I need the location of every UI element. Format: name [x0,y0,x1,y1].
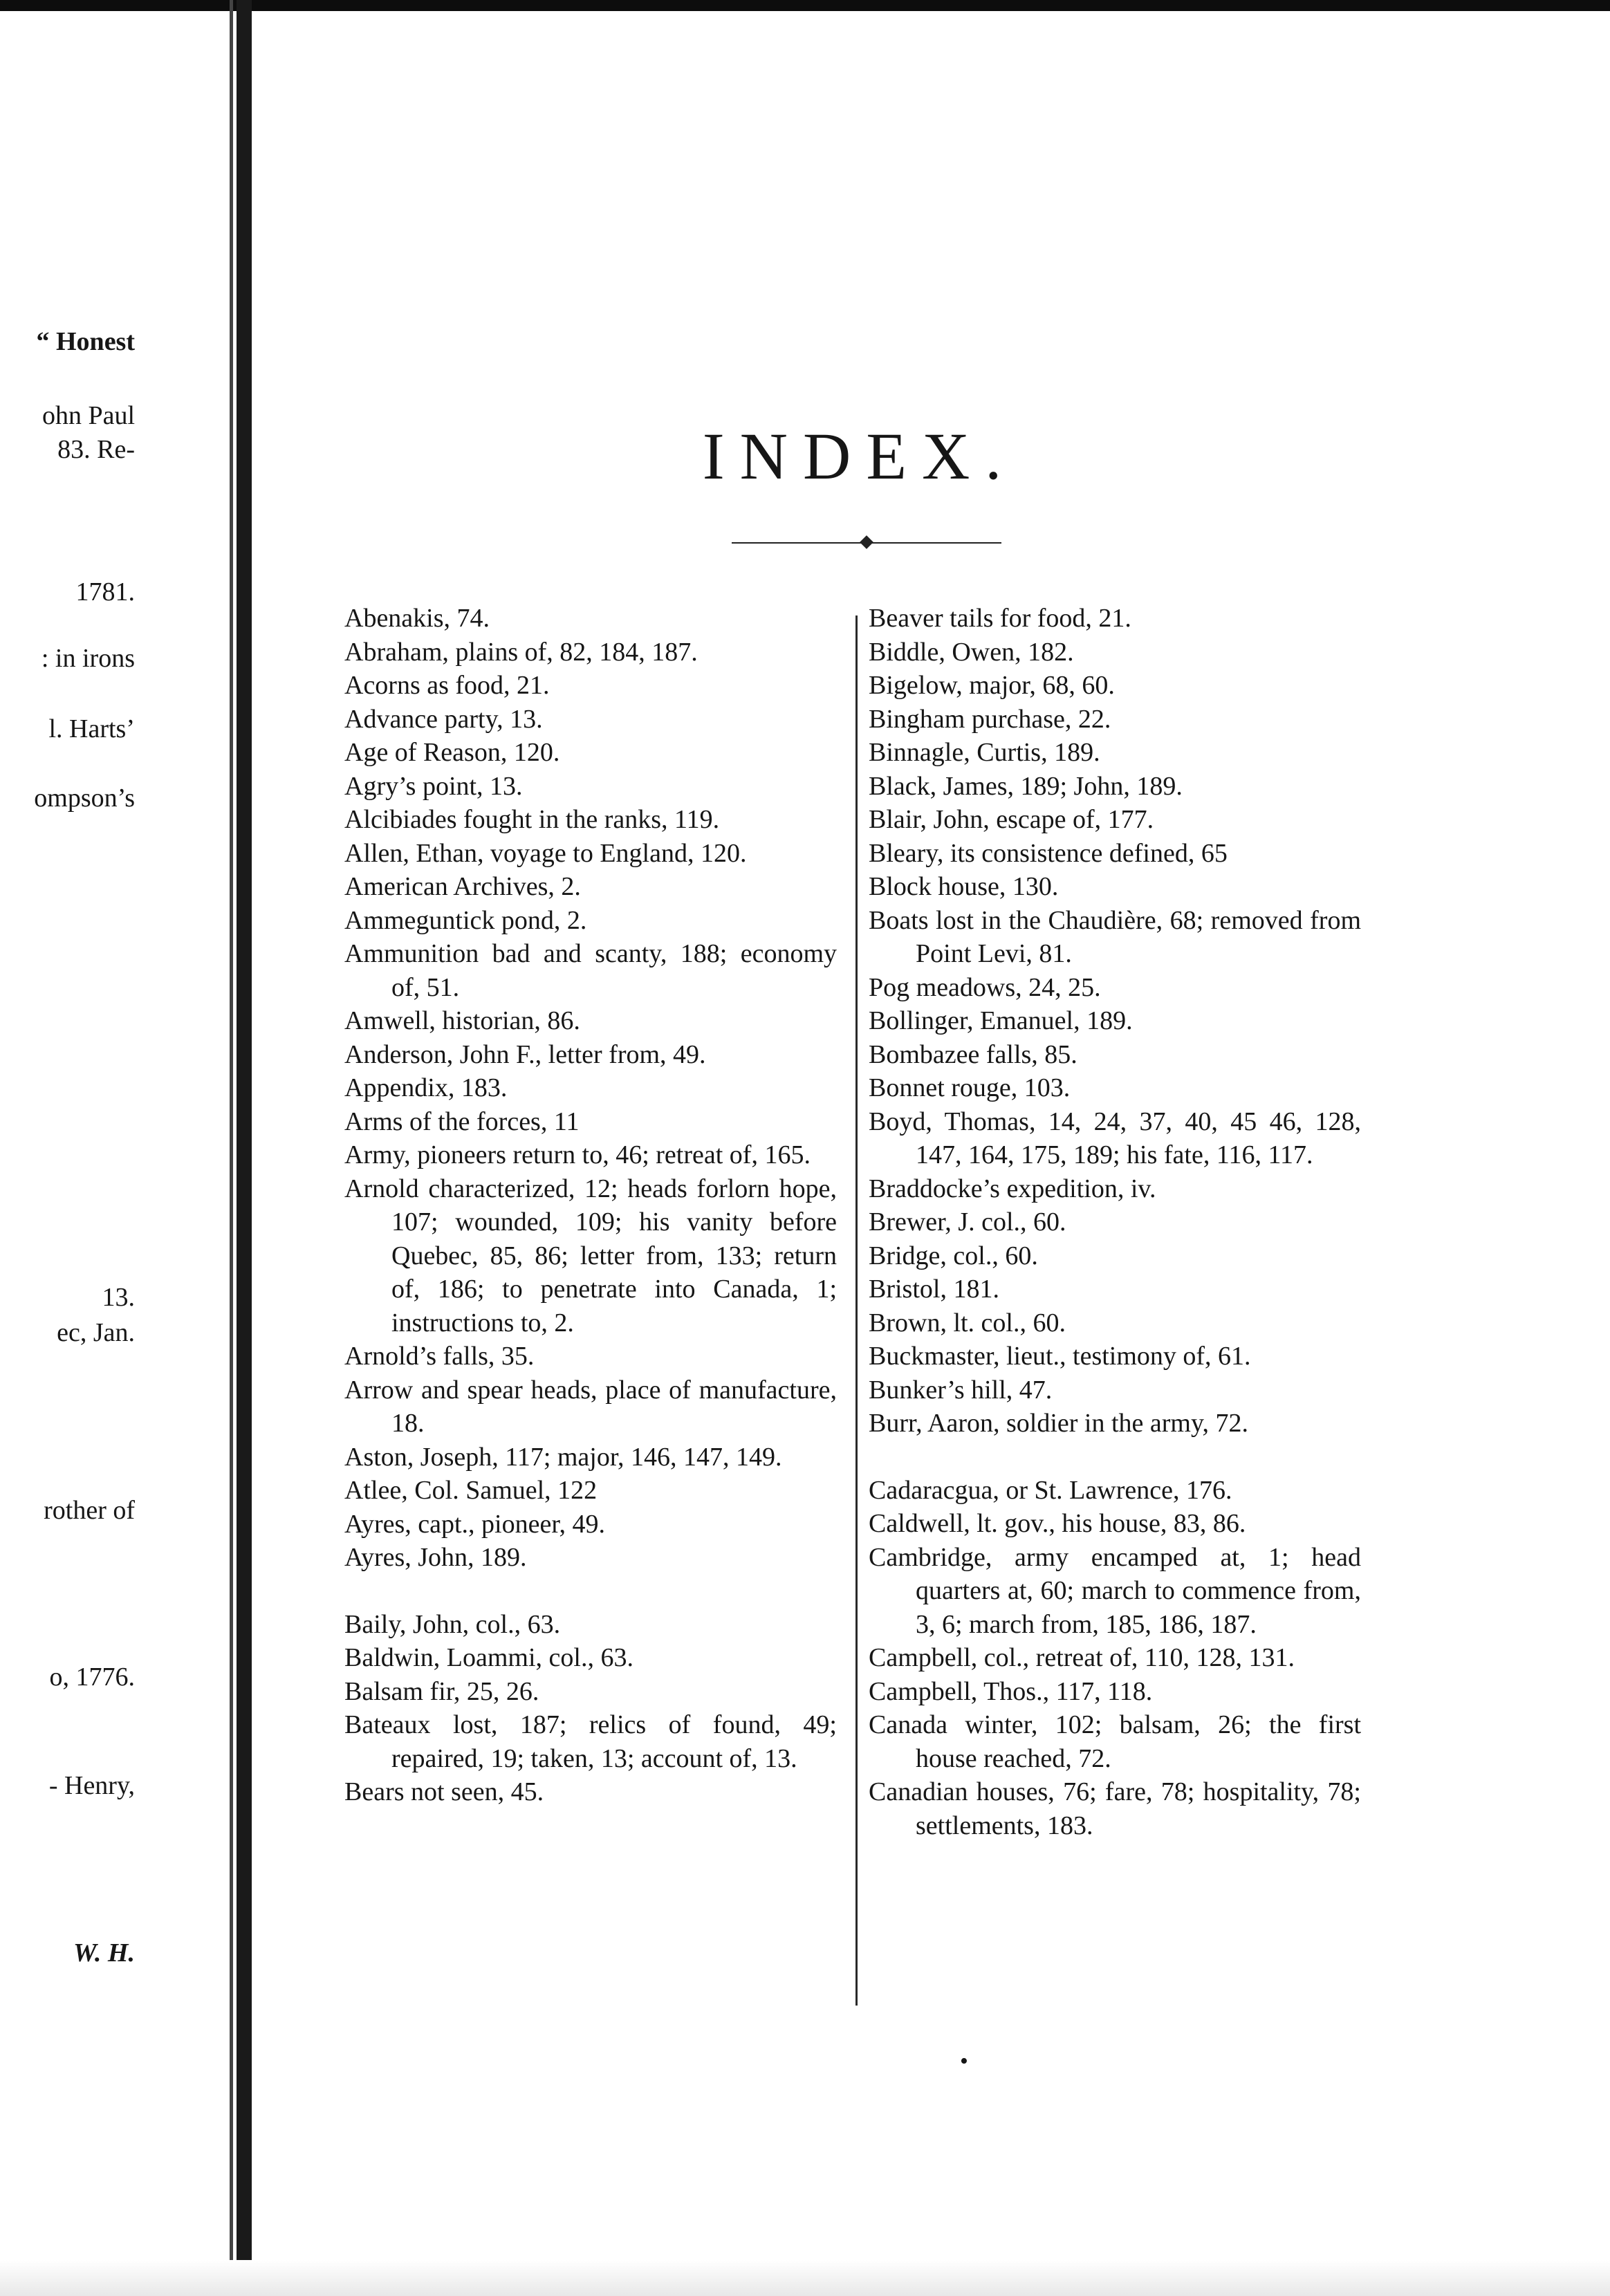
index-entry: Campbell, Thos., 117, 118. [869,1676,1153,1706]
index-entry: Brewer, J. col., 60. [869,1207,1066,1237]
index-entry: Bollinger, Emanuel, 189. [869,1006,1133,1035]
page-mark: • [960,2048,968,2074]
previous-page-fragment [0,325,225,1985]
index-entry: Ammeguntick pond, 2. [344,905,587,935]
prev-page-line: l. Harts’ [48,714,135,743]
prev-page-line: rother of [44,1496,135,1525]
index-entry: Agry’s point, 13. [344,771,523,801]
index-entry: Canadian houses, 76; fare, 78; hospitality, 78; settlements, 183. [869,1777,1361,1840]
index-entry: Binnagle, Curtis, 189. [869,738,1100,767]
index-entry: Cadaracgua, or St. Lawrence, 176. [869,1475,1232,1505]
prev-page-line: 1781. [75,577,135,607]
index-entry: Allen, Ethan, voyage to England, 120. [344,838,747,868]
index-entry: Cambridge, army encamped at, 1; head quarters at, 60; march to commence from, 3, 6; march from, 185, 186, 187. [869,1542,1361,1639]
index-entry: Boyd, Thomas, 14, 24, 37, 40, 45 46, 128, 147, 164, 175, 189; his fate, 116, 117. [869,1107,1361,1169]
index-entry: Aston, Joseph, 117; major, 146, 147, 149. [344,1442,782,1472]
prev-page-line: 83. Re- [57,435,135,464]
index-entry: Appendix, 183. [344,1073,508,1102]
index-entry: Canada winter, 102; balsam, 26; the first house reached, 72. [869,1710,1361,1773]
index-entry: Ayres, capt., pioneer, 49. [344,1509,605,1539]
index-entry: Amwell, historian, 86. [344,1006,580,1035]
prev-page-line: o, 1776. [49,1663,135,1692]
index-entry: Beaver tails for food, 21. [869,604,1131,633]
prev-page-line: 13. [102,1283,135,1312]
index-entry: Age of Reason, 120. [344,738,560,767]
index-entry: Bigelow, major, 68, 60. [869,671,1115,700]
ornament-diamond-icon [860,535,873,549]
title-ornament [732,539,1001,546]
index-entry: Bears not seen, 45. [344,1777,544,1806]
index-entry: Arrow and spear heads, place of manufacture, 18. [344,1375,837,1438]
index-column-right [869,602,1361,1842]
index-entry: Bombazee falls, 85. [869,1039,1077,1069]
column-divider [855,615,858,2006]
page-edge-line [230,0,233,2296]
prev-page-line: W. H. [73,1938,135,1968]
index-entry: Bleary, its consistence defined, 65 [869,838,1228,868]
index-entry: Burr, Aaron, soldier in the army, 72. [869,1409,1249,1438]
index-entry: Abraham, plains of, 82, 184, 187. [344,637,698,667]
index-entry: American Archives, 2. [344,872,581,901]
index-entry: Pog meadows, 24, 25. [869,972,1101,1002]
prev-page-line: : in irons [41,644,135,673]
index-entry: Black, James, 189; John, 189. [869,771,1183,801]
prev-page-line: ompson’s [34,784,135,813]
prev-page-line: - Henry, [48,1771,135,1800]
index-entry: Campbell, col., retreat of, 110, 128, 131. [869,1643,1295,1672]
index-entry: Block house, 130. [869,872,1059,901]
index-entry: Braddocke’s expedition, iv. [869,1174,1156,1203]
index-entry: Biddle, Owen, 182. [869,637,1074,667]
prev-page-line: ohn Paul [41,401,135,430]
index-entry: Baily, John, col., 63. [344,1609,561,1639]
prev-page-line: ec, Jan. [57,1318,135,1347]
index-entry: Blair, John, escape of, 177. [869,805,1154,834]
index-entry: Arnold characterized, 12; heads forlorn hope, 107; wounded, 109; his vanity before Quebec, 85, 86; letter from, 133; return of, 186; to penetrate into Canada, 1; instructions to, 2. [344,1174,837,1337]
index-entry: Bridge, col., 60. [869,1241,1038,1270]
index-entry: Atlee, Col. Samuel, 122 [344,1476,598,1505]
index-entry: Buckmaster, lieut., testimony of, 61. [869,1342,1251,1371]
index-entry: Bingham purchase, 22. [869,704,1111,734]
index-entry: Bateaux lost, 187; relics of found, 49; repaired, 19; taken, 13; account of, 13. [344,1710,837,1773]
index-entry: Bunker’s hill, 47. [869,1375,1053,1405]
index-entry: Bonnet rouge, 103. [869,1073,1071,1102]
index-entry: Arnold’s falls, 35. [344,1342,535,1371]
index-entry: Bristol, 181. [869,1275,999,1304]
index-entry: Balsam fir, 25, 26. [344,1676,539,1706]
index-entry: Anderson, John F., letter from, 49. [344,1039,706,1069]
index-entry: Advance party, 13. [344,704,543,734]
page-title: INDEX. [702,419,1017,493]
index-entry: Ayres, John, 189. [344,1543,527,1572]
index-entry: Alcibiades fought in the ranks, 119. [344,805,720,834]
book-gutter [237,0,252,2296]
index-entry: Ammunition bad and scanty, 188; economy of, 51. [344,939,837,1002]
index-entry: Army, pioneers return to, 46; retreat of, 165. [344,1140,811,1169]
index-entry: Acorns as food, 21. [344,671,550,700]
index-column-left [344,602,837,1809]
index-entry: Boats lost in the Chaudière, 68; removed from Point Levi, 81. [869,905,1361,968]
scan-bottom-shadow [0,2260,1610,2296]
index-entry: Caldwell, lt. gov., his house, 83, 86. [869,1509,1246,1538]
index-entry: Arms of the forces, 11 [344,1107,580,1136]
index-entry: Baldwin, Loammi, col., 63. [344,1643,633,1672]
prev-page-line: “ Honest [36,327,135,356]
index-entry: Abenakis, 74. [344,604,490,633]
index-entry: Brown, lt. col., 60. [869,1308,1066,1337]
